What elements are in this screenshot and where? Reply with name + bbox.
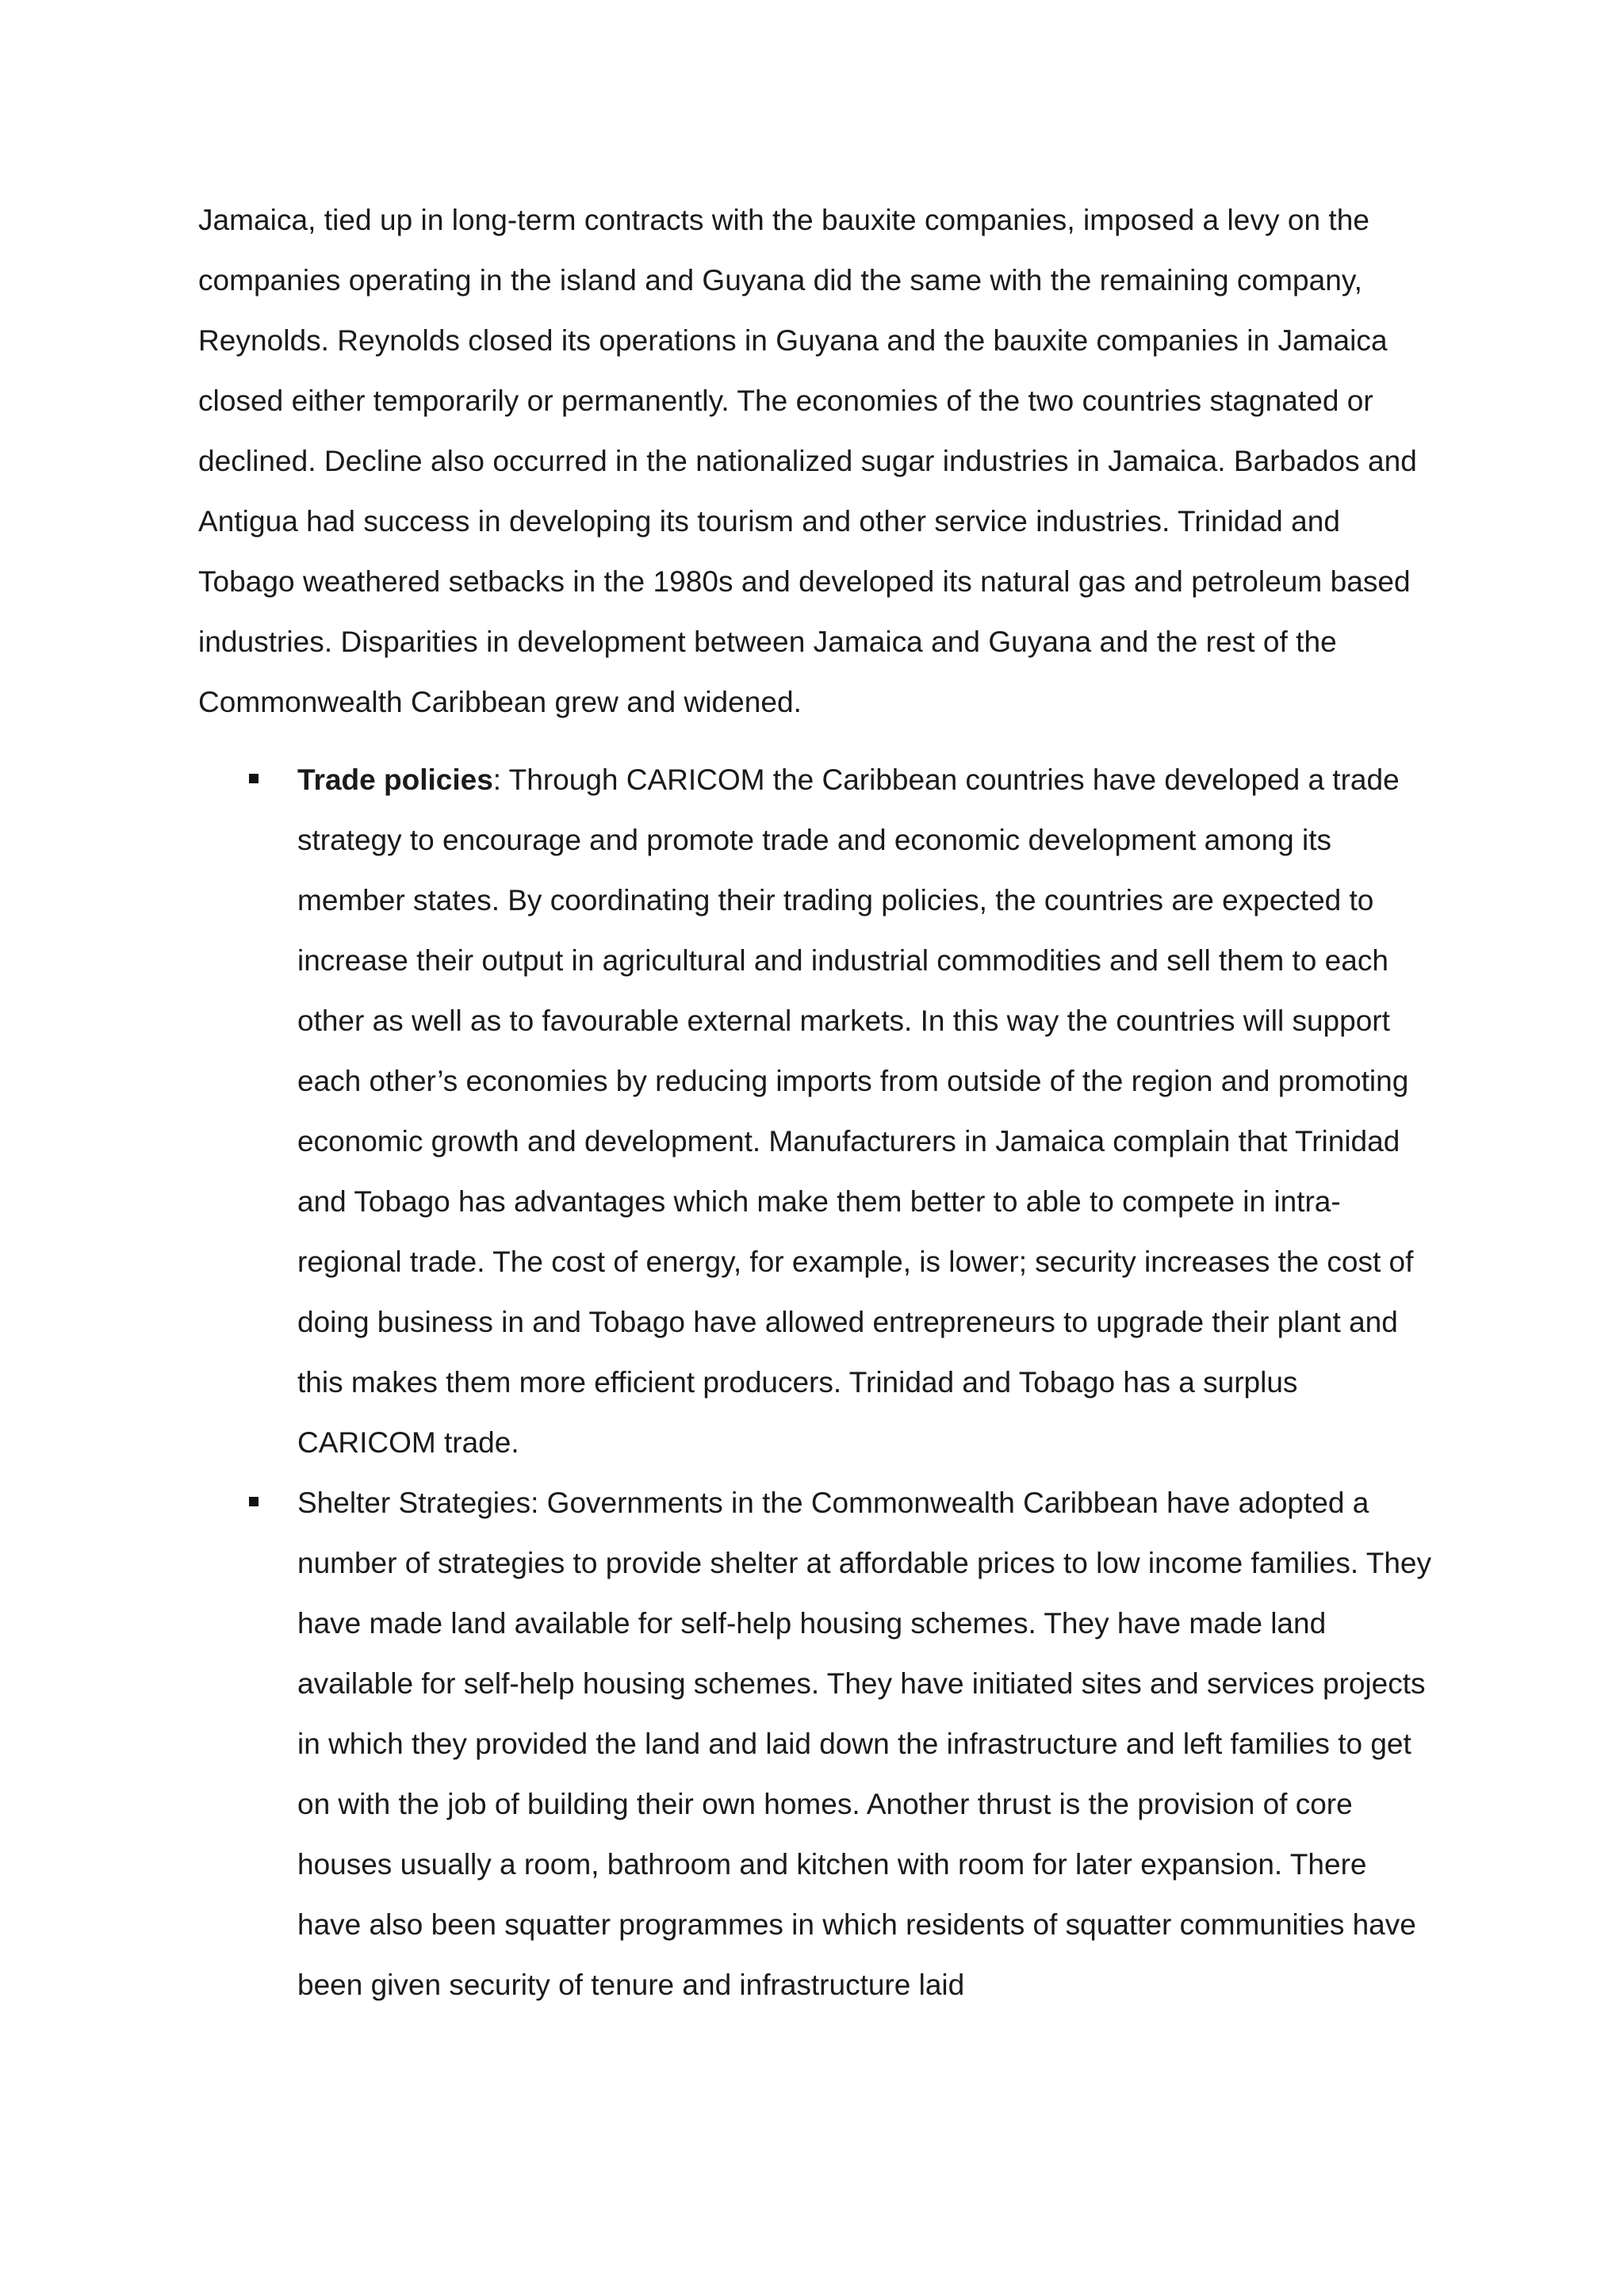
bullet-text: : Through CARICOM the Caribbean countries have developed a trade strategy to encourage and promote trade and economic development among its member states. By coordinating their trading policies, the countries are expected to increase their output in agricultural and industrial commodities and sell them to each other as well as to favourable external markets. In this way the countries will support each other’s economies by reducing imports from outside of the region and promoting economic growth and development. Manufacturers in Jamaica complain that Trinidad and Tobago has advantages which make them better to able to compete in intra-regional trade. The cost of energy, for example, is lower; security increases the cost of doing business in and Tobago have allowed entrepreneurs to upgrade their plant and this makes them more efficient producers. Trinidad and Tobago has a surplus CARICOM trade. [297, 763, 1414, 1459]
bullet-list [198, 750, 1435, 2015]
intro-paragraph: Jamaica, tied up in long-term contracts with the bauxite companies, imposed a levy on the companies operating in the island and Guyana did the same with the remaining company, Reynolds. Reynolds closed its operations in Guyana and the bauxite companies in Jamaica closed either temporarily or permanently. The economies of the two countries stagnated or declined. Decline also occurred in the nationalized sugar industries in Jamaica. Barbados and Antigua had success in developing its tourism and other service industries. Trinidad and Tobago weathered setbacks in the 1980s and developed its natural gas and petroleum based industries. Disparities in development between Jamaica and Guyana and the rest of the Commonwealth Caribbean grew and widened. [198, 204, 1417, 718]
square-bullet-icon [249, 774, 259, 783]
document-body [198, 190, 1435, 2015]
bullet-item-trade-policies [198, 750, 1435, 1473]
bullet-item-shelter-strategies [198, 1473, 1435, 2015]
bullet-title: Trade policies [297, 763, 493, 796]
square-bullet-icon [249, 1497, 259, 1506]
bullet-text: Shelter Strategies: Governments in the Commonwealth Caribbean have adopted a number of strategies to provide shelter at affordable prices to low income families. They have made land available for self-help housing schemes. They have made land available for self-help housing schemes. They have initiated sites and services projects in which they provided the land and laid down the infrastructure and left families to get on with the job of building their own homes. Another thrust is the provision of core houses usually a room, bathroom and kitchen with room for later expansion. There have also been squatter programmes in which residents of squatter communities have been given security of tenure and infrastructure laid [297, 1487, 1432, 2001]
